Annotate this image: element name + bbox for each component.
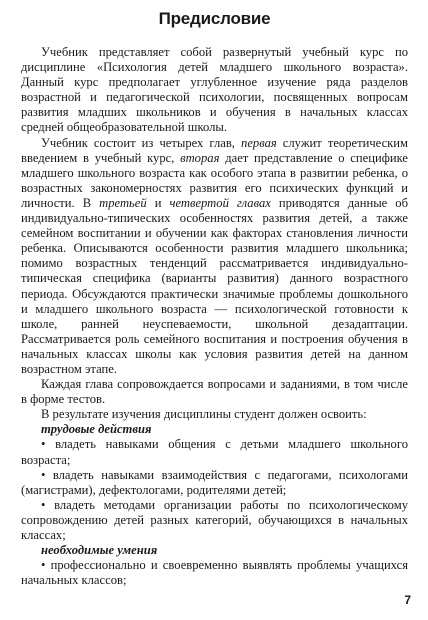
list-item: • владеть навыками общения с детьми младшего школьного возраста; xyxy=(21,437,408,467)
list-item: • профессионально и своевременно выявлять проблемы учащихся начальных классов; xyxy=(21,558,408,588)
emphasis-third: третьей xyxy=(99,195,147,210)
section-heading-labor-actions: трудовые действия xyxy=(41,422,152,437)
paragraph-intro: Учебник представляет собой развернутый учебный курс по дисциплине «Психология детей младшего школьного возраста». Данный курс предполагает углубленное изучение ряда разделов возрастной и педагогической психологии, посвященных вопросам развития младших школьников и обучения в начальных классах средней общеобразовательной школы. xyxy=(21,45,408,135)
paragraph-structure xyxy=(21,136,408,378)
page-number: 7 xyxy=(404,593,411,607)
page-title: Предисловие xyxy=(158,9,271,28)
text-run: приводятся данные об индивидуально-типических особенностях развития детей, а также семейном воспитании и обучении как факторах становления личности ребенка. Описываются особенности развития младшего школьника; помимо возрастных тенденций рассматривается индивидуально-типическая специфика (варианты развития) данного возрастного периода. Обсуждаются практически значимые проблемы дошкольного и младшего школьного возраста — психологической готовности к школе, ранней неуспеваемости, школьной дезадаптации. Рассматривается роль семейного воспитания и построения обучения в начальных классах школы как условия развития детей на данном возрастном этапе. xyxy=(21,195,408,376)
text-run: и xyxy=(146,195,170,210)
emphasis-first: первая xyxy=(241,135,277,150)
text-run: дает представление о специфике младшего школьного возраста как особого этапа в развитии ребенка, о возрастных закономерностях развития его психических функций и личности. В xyxy=(21,150,408,210)
emphasis-second: вторая xyxy=(180,150,220,165)
list-item: • владеть навыками взаимодействия с педагогами, психологами (магистрами), дефектологами, родителями детей; xyxy=(21,467,408,497)
list-item: • владеть методами организации работы по психологическому сопровождению детей разных категорий, обучающихся в начальных классах; xyxy=(21,497,408,542)
text-run: Учебник состоит из четырех глав, xyxy=(41,135,242,150)
emphasis-fourth: четвертой главах xyxy=(169,195,271,210)
paragraph-results: В результате изучения дисциплины студент должен освоить: xyxy=(41,407,367,422)
paragraph-questions: Каждая глава сопровождается вопросами и заданиями, в том числе в форме тестов. xyxy=(21,377,408,407)
section-heading-necessary-skills: необходимые умения xyxy=(41,543,158,558)
text-run: служит теоретическим введением в учебный курс, xyxy=(21,135,409,165)
